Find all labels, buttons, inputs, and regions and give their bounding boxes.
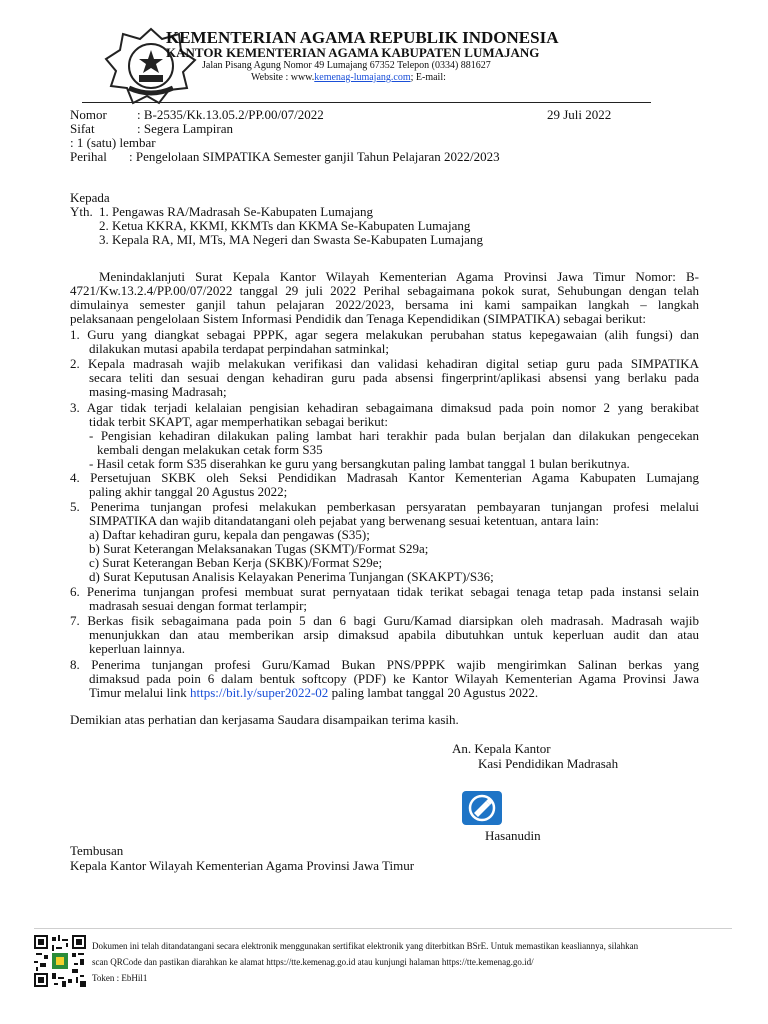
- electronic-signature-badge: [462, 791, 502, 825]
- letter-date: 29 Juli 2022: [547, 107, 612, 122]
- point-8-line: 8. Penerima tunjangan profesi Guru/Kamad Bukan PNS/PPPK wajib mengirimkan Salinan berkas yang: [70, 657, 699, 672]
- footer-disclaimer: Dokumen ini telah ditandatangani secara elektronik menggunakan sertifikat elektronik yang diterbitkan BSrE. Untuk memastikan keasliannya, silahkan: [92, 941, 639, 951]
- point-1-line: dilakukan mutasi apabila terdapat perpindahan satminkal;: [89, 341, 389, 356]
- point-3-line: tidak terbit SKAPT, agar memperhatikan sebagai berikut:: [89, 414, 389, 429]
- point-7-line: keperluan lainnya.: [89, 641, 186, 656]
- header-rule: [82, 102, 651, 103]
- point-6-line: 6. Penerima tunjangan profesi membuat surat pernyataan tidak terikat sebagai tenaga tetap pada instansi selain: [70, 584, 699, 599]
- perihal-label: Perihal: [70, 149, 107, 164]
- point-2-line: secara teliti dan sesuai dengan kehadiran guru pada absensi fingerprint/aplikasi absensi yang berlaku pada: [89, 370, 699, 385]
- signature-role: Kasi Pendidikan Madrasah: [478, 756, 619, 771]
- office-title: KANTOR KEMENTERIAN AGAMA KABUPATEN LUMAJANG: [166, 45, 540, 60]
- point-8-text: Timur melalui link: [89, 685, 190, 700]
- tembusan-item: Kepala Kantor Wilayah Kementerian Agama Provinsi Jawa Timur: [70, 858, 415, 873]
- kepada-label: Kepada: [70, 190, 110, 205]
- office-address: Jalan Pisang Agung Nomor 49 Lumajang 67352 Telepon (0334) 881627: [202, 60, 491, 71]
- point-5-sub: a) Daftar kehadiran guru, kepala dan pengawas (S35);: [89, 527, 370, 542]
- signatory-name: Hasanudin: [485, 828, 541, 843]
- point-7-line: menunjukkan dan atau memberikan arsip dimaksud apabila dibutuhkan untuk keperluan audit dan atau: [89, 627, 699, 642]
- intro-line: Menindaklanjuti Surat Kepala Kantor Wilayah Kementerian Agama Provinsi Jawa Timur Nomor: B-: [99, 269, 699, 284]
- point-6-line: madrasah sesuai dengan format terlampir;: [89, 598, 308, 613]
- point-7-line: 7. Berkas fisik sebagaimana pada poin 5 dan 6 bagi Guru/Kamad diarsipkan oleh madrasah. Madrasah wajib: [70, 613, 699, 628]
- point-3-bullet-cont: kembali dengan melakukan cetak form S35: [97, 442, 323, 457]
- point-1-line: 1. Guru yang diangkat sebagai PPPK, agar segera melakukan perubahan status kepegawaian (alih fungsi) dan: [70, 327, 699, 342]
- submission-link[interactable]: https://bit.ly/super2022-02: [190, 685, 329, 700]
- nomor-value: : B-2535/Kk.13.05.2/PP.00/07/2022: [137, 107, 324, 122]
- footer-disclaimer: scan QRCode dan pastikan diarahkan ke alamat https://tte.kemenag.go.id atau kunjungi halaman https://tte.kemenag.go.id/: [92, 957, 534, 967]
- lampiran-value: : 1 (satu) lembar: [70, 135, 156, 150]
- point-5-line: 5. Penerima tunjangan profesi melakukan pemberkasan persyaratan pembayaran tunjangan profesi melalui: [70, 499, 699, 514]
- point-5-line: SIMPATIKA dan wajib ditandatangani oleh pejabat yang berwenang sesuai ketentuan, antara lain:: [89, 513, 599, 528]
- office-website-line: [251, 72, 446, 84]
- qr-code-icon: [34, 935, 86, 987]
- point-8-text: paling lambat tanggal 20 Agustus 2022.: [328, 685, 539, 700]
- point-4-line: 4. Persetujuan SKBK oleh Seksi Pendidikan Madrasah Kantor Kementerian Agama Kabupaten Lumajang: [70, 470, 699, 485]
- tembusan-label: Tembusan: [70, 843, 124, 858]
- intro-line: pelaksanaan pengelolaan Sistem Informasi Pendidik dan Tenaga Kependidikan (SIMPATIKA) sebagai berikut:: [70, 311, 647, 326]
- nomor-label: Nomor: [70, 107, 107, 122]
- recipient-item: 3. Kepala RA, MI, MTs, MA Negeri dan Swasta Se-Kabupaten Lumajang: [99, 232, 483, 247]
- closing-sentence: Demikian atas perhatian dan kerjasama Saudara disampaikan terima kasih.: [70, 712, 459, 727]
- point-8-line: [89, 686, 538, 700]
- point-5-sub: c) Surat Keterangan Beban Kerja (SKBK)/Format S29e;: [89, 555, 383, 570]
- intro-line: dimulainya semester ganjil tahun pelajaran 2022/2023, bersama ini kami sampaikan langkah – langkah: [70, 297, 699, 312]
- recipient-item: 2. Ketua KKRA, KKMI, KKMTs dan KKMA Se-Kabupaten Lumajang: [99, 218, 471, 233]
- sifat-label: Sifat: [70, 121, 95, 136]
- point-3-bullet: - Hasil cetak form S35 diserahkan ke guru yang bersangkutan paling lambat tanggal 1 bulan berikutnya.: [89, 456, 630, 471]
- point-2-line: 2. Kepala madrasah wajib melakukan verifikasi dan validasi kehadiran digital setiap guru pada SIMPATIKA: [70, 356, 699, 371]
- perihal-value: : Pengelolaan SIMPATIKA Semester ganjil Tahun Pelajaran 2022/2023: [129, 149, 500, 164]
- yth-label: Yth.: [70, 204, 93, 219]
- signature-an: An. Kepala Kantor: [452, 741, 551, 756]
- point-8-line: dimaksud pada poin 6 dalam bentuk softcopy (PDF) ke Kantor Wilayah Kementerian Agama Provinsi Jawa: [89, 671, 699, 686]
- point-3-line: 3. Agar tidak terjadi kelalaian pengisian kehadiran sebagaimana dimaksud pada poin nomor 2 yang berakibat: [70, 400, 699, 415]
- recipient-item: 1. Pengawas RA/Madrasah Se-Kabupaten Lumajang: [99, 204, 374, 219]
- point-3-bullet: - Pengisian kehadiran dilakukan paling lambat hari terakhir pada bulan berjalan dan dilakukan pengecekan: [89, 428, 699, 443]
- ministry-title: KEMENTERIAN AGAMA REPUBLIK INDONESIA: [166, 28, 559, 47]
- footer-rule: [34, 928, 732, 929]
- point-4-line: paling akhir tanggal 20 Agustus 2022;: [89, 484, 288, 499]
- website-link[interactable]: kemenag-lumajang.com: [314, 72, 411, 83]
- point-5-sub: d) Surat Keputusan Analisis Kelayakan Penerima Tunjangan (SKAKPT)/S36;: [89, 569, 494, 584]
- point-5-sub: b) Surat Keterangan Melaksanakan Tugas (SKMT)/Format S29a;: [89, 541, 429, 556]
- footer-token: Token : EbHil1: [92, 973, 148, 983]
- sifat-value: : Segera Lampiran: [137, 121, 234, 136]
- intro-line: 4721/Kw.13.2.4/PP.00/07/2022 tanggal 29 juli 2022 Perihal sebagaimana pokok surat, Sehubungan dengan telah: [70, 283, 699, 298]
- email-label: ; E-mail:: [410, 72, 446, 83]
- website-prefix: Website : www.: [251, 72, 315, 83]
- point-2-line: masing-masing Madrasah;: [89, 384, 227, 399]
